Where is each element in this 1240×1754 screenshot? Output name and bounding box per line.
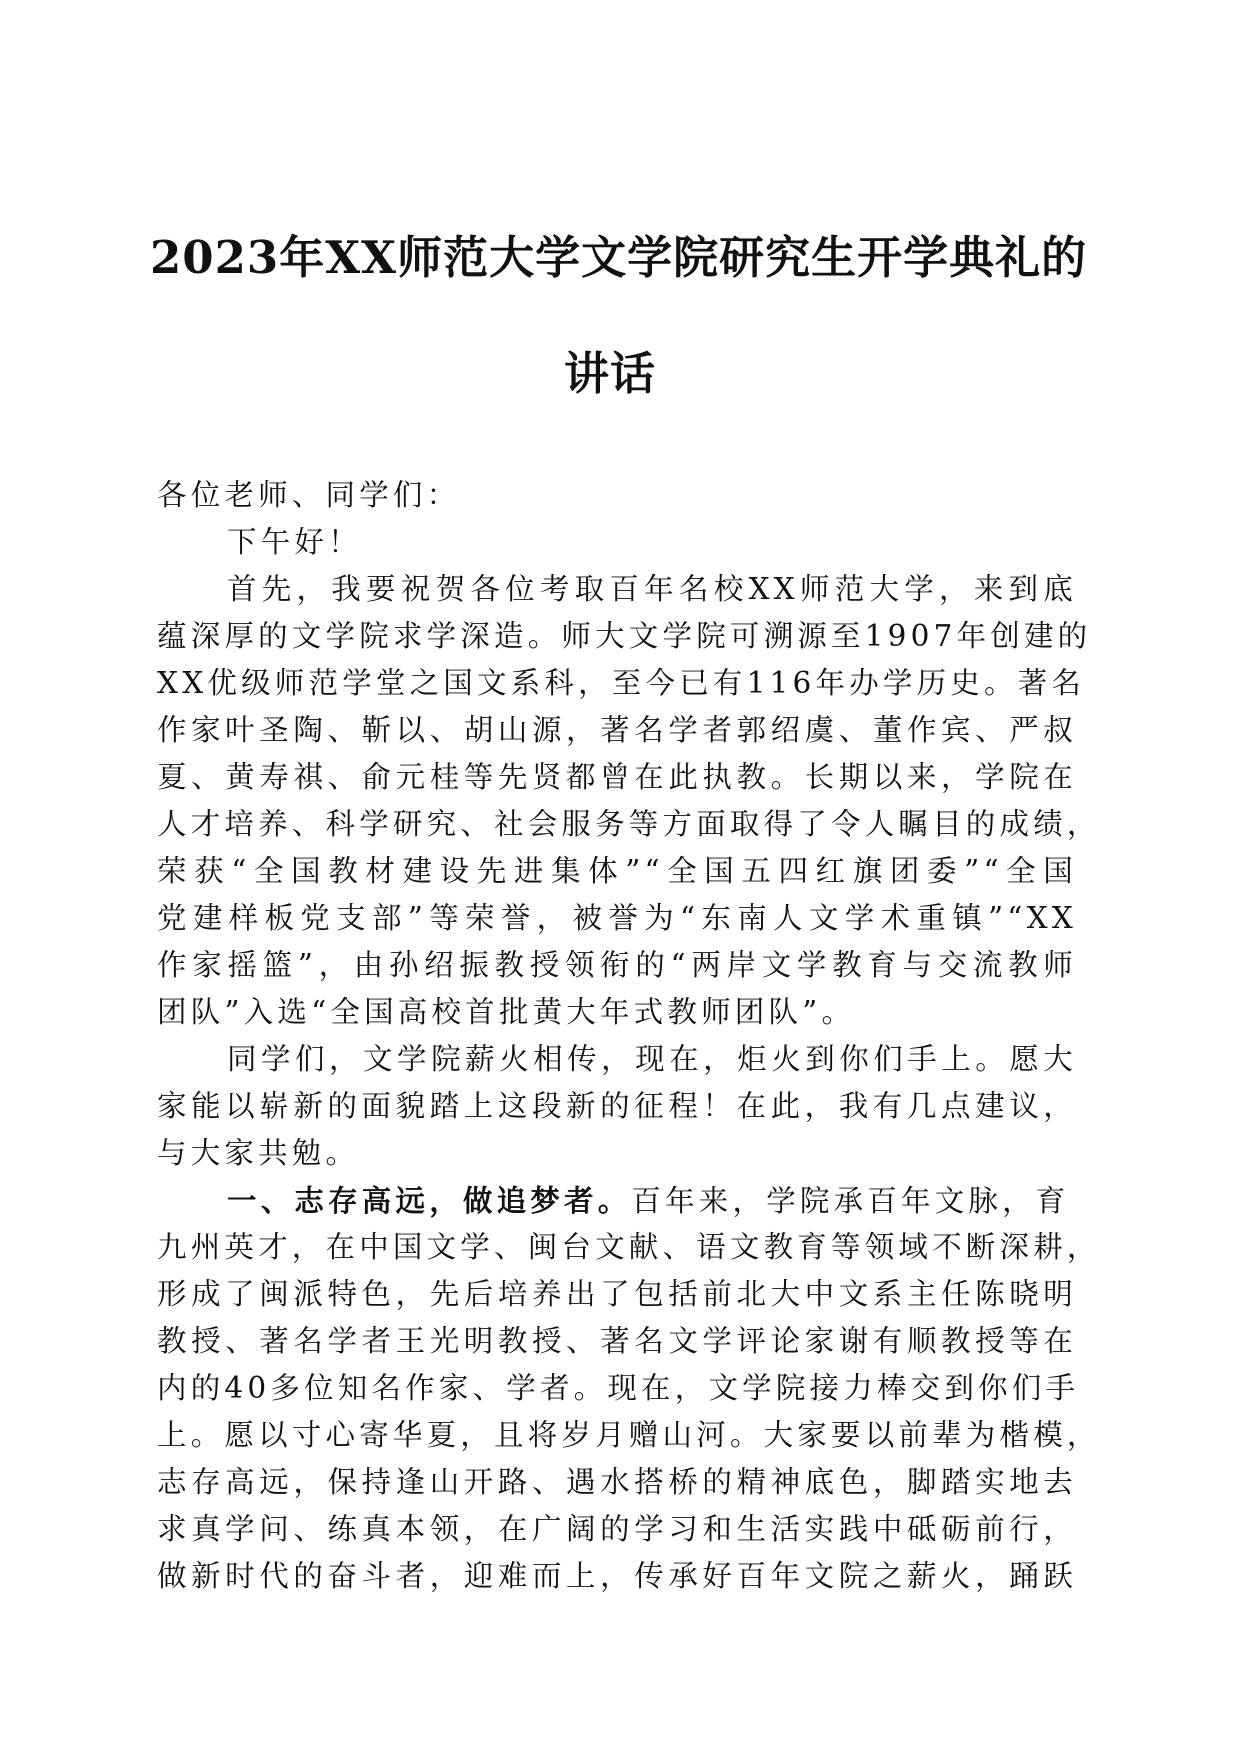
- paragraph-line: 内的40多位知名作家、学者。现在，文学院接力棒交到你们手: [157, 1371, 1080, 1405]
- paragraph-line: 志存高远，保持逢山开路、遇水搭桥的精神底色，脚踏实地去: [157, 1465, 1077, 1499]
- paragraph-line: 夏、黄寿祺、俞元桂等先贤都曾在此执教。长期以来，学院在: [157, 760, 1077, 794]
- section-heading: 一、志存高远，做追梦者。: [227, 1183, 632, 1218]
- paragraph-line: 与大家共勉。: [157, 1136, 360, 1170]
- paragraph-line: 作家叶圣陶、靳以、胡山源，著名学者郭绍虞、董作宾、严叔: [157, 713, 1077, 747]
- paragraph-line: 首先，我要祝贺各位考取百年名校XX师范大学，来到底: [227, 572, 1077, 606]
- paragraph-line: XX优级师范学堂之国文系科，至今已有116年办学历史。著名: [157, 666, 1086, 700]
- paragraph-line: 团队”入选“全国高校首批黄大年式教师团队”。: [157, 995, 856, 1029]
- paragraph-line: 形成了闽派特色，先后培养出了包括前北大中文系主任陈晓明: [157, 1277, 1077, 1311]
- paragraph-line: 党建样板党支部”等荣誉，被誉为“东南人文学术重镇”“XX: [157, 901, 1077, 935]
- paragraph-line: 上。愿以寸心寄华夏，且将岁月赠山河。大家要以前辈为楷模，: [157, 1418, 1101, 1452]
- paragraph-line: 人才培养、科学研究、社会服务等方面取得了令人瞩目的成绩，: [157, 807, 1101, 841]
- paragraph-line: 教授、著名学者王光明教授、著名文学评论家谢有顺教授等在: [157, 1324, 1077, 1358]
- salutation: 各位老师、同学们：: [157, 478, 461, 512]
- paragraph-line: 同学们，文学院薪火相传，现在，炬火到你们手上。愿大: [227, 1042, 1077, 1076]
- paragraph-line: 求真学问、练真本领，在广阔的学习和生活实践中砥砺前行，: [157, 1512, 1077, 1546]
- paragraph-line: 九州英才，在中国文学、闽台文献、语文教育等领域不断深耕，: [157, 1230, 1101, 1264]
- document-body: [157, 472, 1101, 1600]
- document-title-line-2: 讲话: [563, 347, 656, 400]
- paragraph-line: 蕴深厚的文学院求学深造。师大文学院可溯源至1907年创建的: [157, 619, 1092, 653]
- greeting: 下午好！: [227, 525, 362, 559]
- paragraph-line: 荣获“全国教材建设先进集体”“全国五四红旗团委”“全国: [157, 854, 1077, 888]
- paragraph-line: 做新时代的奋斗者，迎难而上，传承好百年文院之薪火，踊跃: [157, 1559, 1077, 1593]
- paragraph-line: 家能以崭新的面貌踏上这段新的征程！在此，我有几点建议，: [157, 1089, 1077, 1123]
- paragraph-line: 作家摇篮”，由孙绍振教授领衔的“两岸文学教育与交流教师: [157, 948, 1077, 982]
- paragraph-text: 百年来，学院承百年文脉，育: [631, 1184, 1070, 1218]
- section-heading-line: [157, 1177, 1077, 1224]
- document-title-line-1: 2023年XX师范大学文学院研究生开学典礼的: [150, 231, 1088, 284]
